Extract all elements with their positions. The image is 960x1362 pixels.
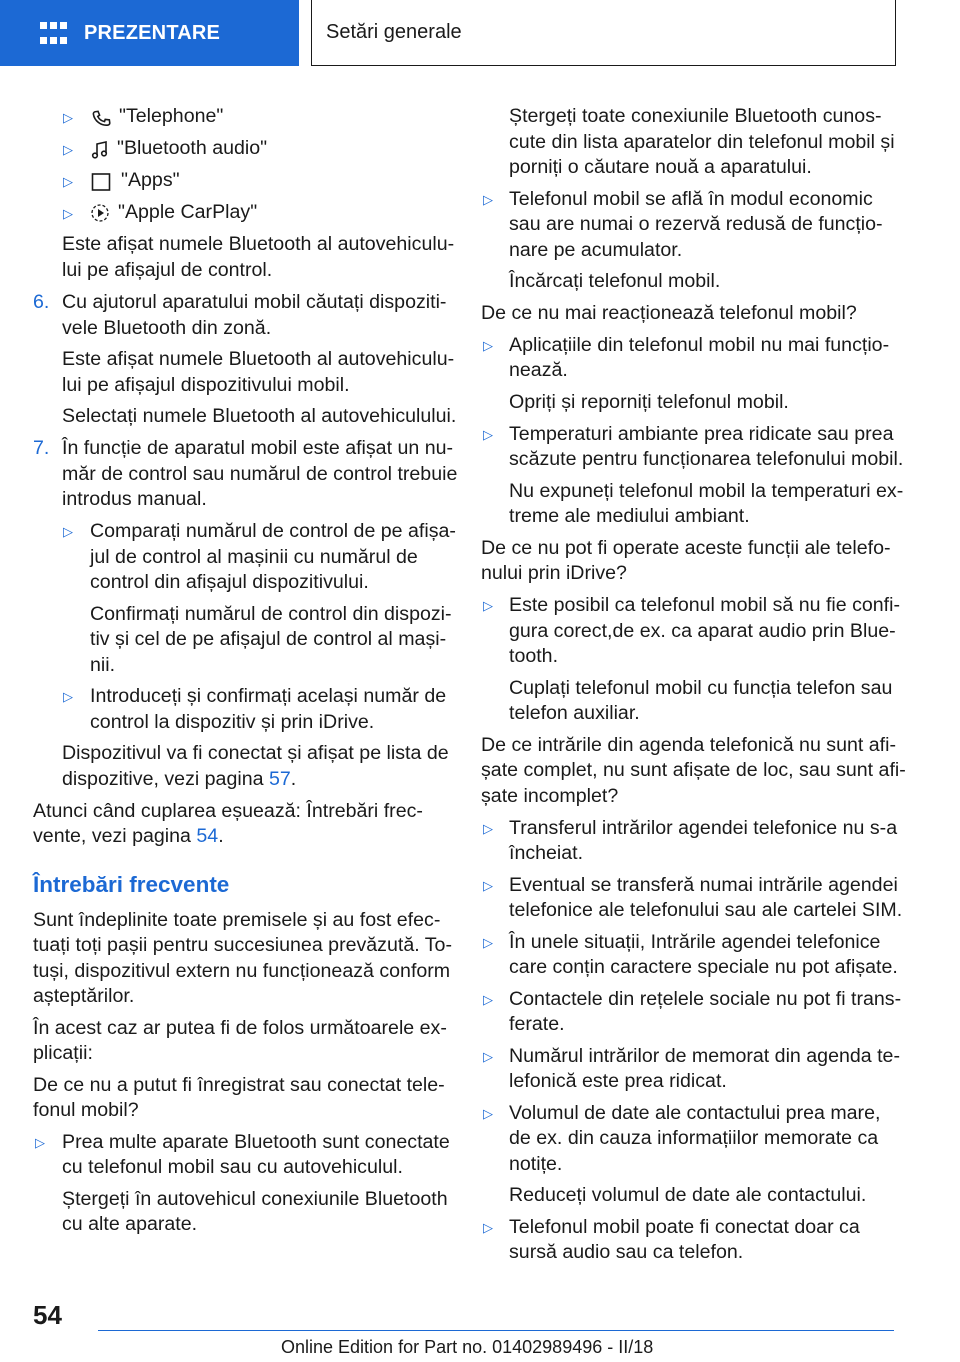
bullet-text: Cuplați telefonul mobil cu funcția telefon sau (509, 677, 893, 699)
triangle-bullet-icon: ▷ (483, 1220, 493, 1235)
bullet-text: Telefonul mobil poate fi conectat doar ca (509, 1216, 860, 1238)
bullet-text: Numărul intrărilor de memorat din agenda te‐ (509, 1045, 900, 1067)
sub-bullet-text: control din afișajul dispozitivului. (90, 571, 369, 593)
bullet-text: porniți o căutare nouă a aparatului. (509, 156, 812, 178)
step-number: 6. (33, 291, 50, 313)
sub-bullet-text: tiv și cel de pe afișajul de control al mași‐ (90, 628, 447, 650)
bullet-text: nare pe acumulator. (509, 239, 683, 261)
bullet-text: scăzute pentru funcționarea telefonului mobil. (509, 448, 904, 470)
bullet-text: Volumul de date ale contactului prea mare, (509, 1102, 881, 1124)
step-text: măr de control sau numărul de control trebuie (62, 463, 458, 485)
sub-bullet-text: Introduceți și confirmați același număr de (90, 685, 447, 707)
triangle-bullet-icon: ▷ (483, 878, 493, 893)
step-text: introdus manual. (62, 488, 207, 510)
grid-menu-icon (40, 22, 68, 44)
bullet-text: sau are numai o rezervă redusă de funcțio‐ (509, 213, 883, 235)
triangle-bullet-icon: ▷ (483, 1049, 493, 1064)
bullet-telephone: "Telephone" (119, 105, 224, 127)
step-text: Selectați numele Bluetooth al autovehiculului. (62, 405, 457, 427)
apps-square-icon (91, 172, 111, 192)
triangle-bullet-icon: ▷ (63, 206, 73, 221)
question: șate complet, nu sunt afișate de loc, sau sunt afi‐ (481, 759, 906, 781)
triangle-bullet-icon: ▷ (63, 142, 73, 157)
bullet-text: Nu expuneți telefonul mobil la temperaturi ex‐ (509, 480, 904, 502)
bullet-text: gura corect,de ex. ca aparat audio prin Blue‐ (509, 620, 896, 642)
bullet-bluetooth-audio: "Bluetooth audio" (117, 137, 268, 159)
question: nului prin iDrive? (481, 562, 627, 584)
section-heading: Întrebări frecvente (33, 872, 230, 897)
bullet-text: În unele situații, Intrările agendei telefonice (509, 931, 881, 953)
bullet-text: treme ale mediului ambiant. (509, 505, 750, 527)
triangle-bullet-icon: ▷ (483, 427, 493, 442)
bullet-text: ferate. (509, 1013, 565, 1035)
bullet-text: Reduceți volumul de date ale contactului. (509, 1184, 867, 1206)
step-text: Este afișat numele Bluetooth al autovehiculu‐ (62, 348, 455, 370)
page-link[interactable]: 54 (196, 825, 219, 847)
bullet-text: telefon auxiliar. (509, 702, 640, 724)
paragraph: dispozitive, vezi pagina 57. (62, 768, 297, 790)
triangle-bullet-icon: ▷ (483, 338, 493, 353)
step-text: lui pe afișajul dispozitivului mobil. (62, 374, 350, 396)
bullet-apple-carplay: "Apple CarPlay" (118, 201, 258, 223)
chapter-tab[interactable] (311, 0, 896, 66)
triangle-bullet-icon: ▷ (63, 524, 73, 539)
phone-icon (91, 108, 111, 128)
step-text: vele Bluetooth din zonă. (62, 317, 272, 339)
chapter-tab-label: Setări generale (326, 21, 462, 43)
paragraph: lui pe afișajul de control. (62, 259, 273, 281)
bullet-text: nează. (509, 359, 568, 381)
paragraph: Este afișat numele Bluetooth al autovehiculu‐ (62, 233, 455, 255)
bullet-text: tooth. (509, 645, 559, 667)
page-link[interactable]: 57 (268, 768, 291, 790)
question: De ce nu pot fi operate aceste funcții ale telefo‐ (481, 537, 891, 559)
triangle-bullet-icon: ▷ (483, 935, 493, 950)
bullet-text: notițe. (509, 1153, 563, 1175)
bullet-text: lefonică este prea ridicat. (509, 1070, 727, 1092)
bullet-text: Transferul intrărilor agendei telefonice nu s-a (509, 817, 898, 839)
footer-divider (98, 1330, 894, 1331)
bullet-text: cu telefonul mobil sau cu autovehiculul. (62, 1156, 403, 1178)
bullet-text: sursă audio sau ca telefon. (509, 1241, 744, 1263)
question: fonul mobil? (33, 1099, 139, 1121)
bullet-text: Temperaturi ambiante prea ridicate sau prea (509, 423, 894, 445)
bullet-text: Eventual se transferă numai intrările agendei (509, 874, 898, 896)
bullet-text: Încărcați telefonul mobil. (509, 270, 721, 292)
triangle-bullet-icon: ▷ (63, 110, 73, 125)
step-text: Cu ajutorul aparatului mobil căutați dispoziti‐ (62, 291, 447, 313)
section-tab-label: PREZENTARE (84, 21, 221, 44)
sub-bullet-text: control la dispozitiv și prin iDrive. (90, 711, 375, 733)
paragraph: Atunci când cuplarea eșuează: Întrebări frec‐ (33, 800, 423, 822)
sub-bullet-text: nii. (90, 654, 116, 676)
bullet-text: încheiat. (509, 842, 584, 864)
paragraph: vente, vezi pagina 54. (33, 825, 224, 847)
paragraph: Sunt îndeplinite toate premisele și au fost efec‐ (33, 909, 441, 931)
bullet-text: Este posibil ca telefonul mobil să nu fie confi‐ (509, 594, 900, 616)
paragraph: așteptărilor. (33, 985, 135, 1007)
section-tab[interactable] (0, 0, 299, 66)
step-number: 7. (33, 437, 50, 459)
paragraph: plicații: (33, 1042, 93, 1064)
sub-bullet-text: jul de control al mașinii cu numărul de (90, 546, 418, 568)
bullet-text: cu alte aparate. (62, 1213, 198, 1235)
bullet-text: telefonice ale telefonului sau ale cartelei SIM. (509, 899, 903, 921)
paragraph: tuși, dispozitivul extern nu funcționează conform (33, 960, 451, 982)
bullet-text: Opriți și reporniți telefonul mobil. (509, 391, 789, 413)
bullet-text: Aplicațiile din telefonul mobil nu mai funcțio‐ (509, 334, 890, 356)
question: De ce nu mai reacționează telefonul mobil? (481, 302, 857, 324)
bullet-text: care conțin caractere speciale nu pot afișate. (509, 956, 898, 978)
triangle-bullet-icon: ▷ (483, 598, 493, 613)
triangle-bullet-icon: ▷ (63, 689, 73, 704)
bullet-text: Ștergeți în autovehicul conexiunile Bluetooth (62, 1188, 448, 1210)
step-text: În funcție de aparatul mobil este afișat un nu‐ (62, 437, 454, 459)
sub-bullet-text: Confirmați numărul de control din dispozi‐ (90, 603, 452, 625)
triangle-bullet-icon: ▷ (35, 1135, 45, 1150)
carplay-play-icon (90, 203, 110, 223)
paragraph: tuați toți pașii pentru succesiunea prevăzută. To‐ (33, 934, 452, 956)
bullet-apps: "Apps" (121, 169, 180, 191)
bullet-text: cute din lista aparatelor din telefonul mobil și (509, 131, 895, 153)
bullet-text: Contactele din rețelele sociale nu pot fi trans‐ (509, 988, 902, 1010)
triangle-bullet-icon: ▷ (483, 992, 493, 1007)
page-number: 54 (33, 1300, 62, 1330)
page-header (0, 0, 960, 66)
paragraph: Dispozitivul va fi conectat și afișat pe lista de (62, 742, 449, 764)
paragraph: În acest caz ar putea fi de folos următoarele ex‐ (33, 1017, 447, 1039)
bullet-text: de ex. din cauza informațiilor memorate ca (509, 1127, 879, 1149)
sub-bullet-text: Comparați numărul de control de pe afișa‐ (90, 520, 456, 542)
triangle-bullet-icon: ▷ (63, 174, 73, 189)
question: De ce nu a putut fi înregistrat sau conectat tele‐ (33, 1074, 445, 1096)
question: De ce intrările din agenda telefonică nu sunt afi‐ (481, 734, 896, 756)
triangle-bullet-icon: ▷ (483, 1106, 493, 1121)
bullet-text: Telefonul mobil se află în modul economic (509, 188, 873, 210)
triangle-bullet-icon: ▷ (483, 821, 493, 836)
question: șate incomplet? (481, 785, 619, 807)
bullet-text: Ștergeți toate conexiunile Bluetooth cunos‐ (509, 105, 882, 127)
footer-edition: Online Edition for Part no. 01402989496 - II/18 (281, 1337, 654, 1357)
bullet-text: Prea multe aparate Bluetooth sunt conectate (62, 1131, 450, 1153)
triangle-bullet-icon: ▷ (483, 192, 493, 207)
music-note-icon (90, 140, 110, 160)
